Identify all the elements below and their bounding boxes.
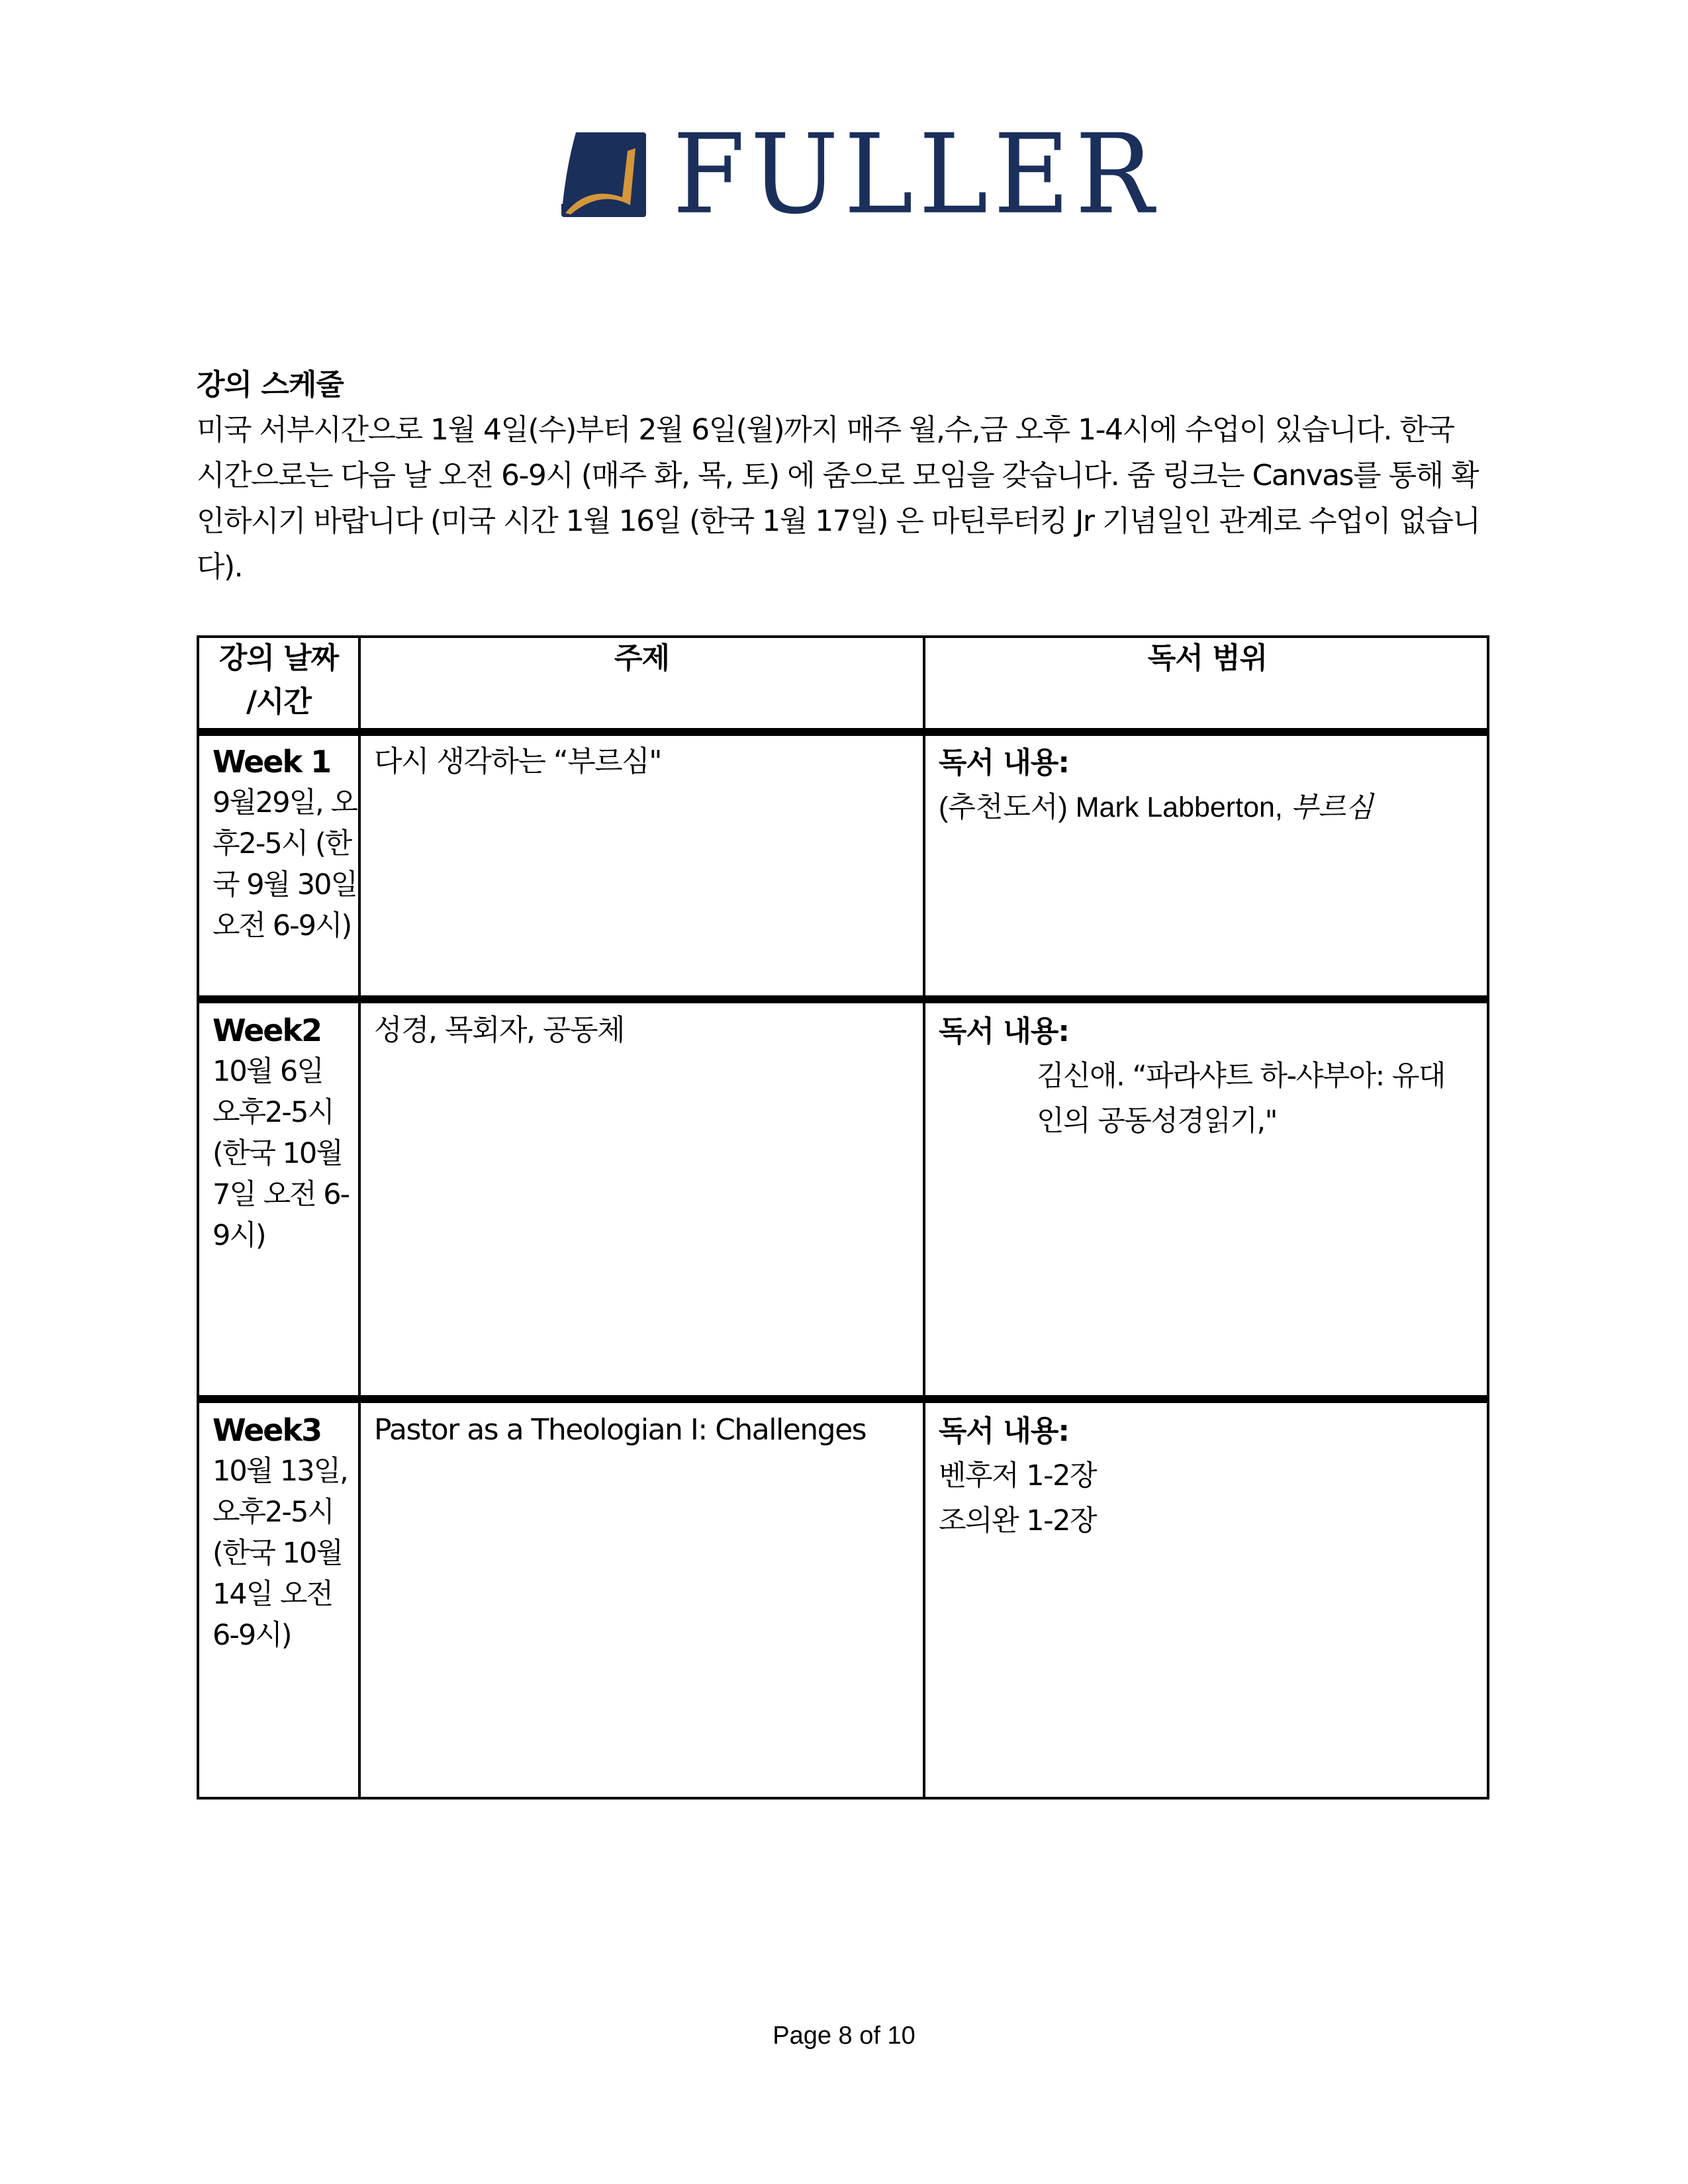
- header-date-line: 강의 날짜: [218, 641, 339, 675]
- date-line: 7일 오전 6-: [212, 1178, 350, 1211]
- date-line: 10월 13일,: [212, 1455, 348, 1488]
- row-topic: Pastor as a Theologian I: Challenges: [374, 1413, 867, 1447]
- logo-wordmark: FULLER: [673, 111, 1159, 239]
- date-line: (한국 10월: [212, 1537, 342, 1570]
- reading-text: (추천도서) Mark Labberton,: [939, 792, 1291, 823]
- header-date: [197, 635, 361, 724]
- date-line: 6-9시): [212, 1619, 291, 1652]
- reading-line: 조의완 1-2장: [939, 1504, 1097, 1537]
- reading-label: 독서 내용:: [939, 1015, 1069, 1048]
- reading-line: 벤후저 1-2장: [939, 1459, 1097, 1492]
- reading-label: 독서 내용:: [939, 746, 1069, 780]
- row-reading-cell: [939, 1410, 1481, 1543]
- row-date-cell: [212, 1410, 361, 1656]
- row-date-cell: [212, 741, 361, 946]
- intro-line: 다).: [197, 550, 243, 584]
- fuller-logo: [561, 111, 1159, 239]
- week-label: Week 1: [212, 744, 331, 780]
- week-label: Week2: [212, 1013, 322, 1048]
- row-divider: [197, 728, 1489, 736]
- intro-line: 미국 서부시간으로 1월 4일(수)부터 2월 6일(월)까지 매주 월,수,금 오후 1-4시에 수업이 있습니다. 한국: [197, 413, 1454, 447]
- date-line: 오전 6-9시): [212, 909, 352, 942]
- reading-line: [939, 785, 1481, 830]
- week-label: Week3: [212, 1412, 322, 1448]
- date-line: 10월 6일: [212, 1055, 323, 1088]
- reading-label: 독서 내용:: [939, 1414, 1069, 1448]
- date-line: (한국 10월: [212, 1137, 342, 1170]
- row-topic: 다시 생각하는 “부르심": [374, 745, 662, 778]
- reading-line: 김신애. “파라샤트 하-샤부아: 유대: [1037, 1060, 1445, 1093]
- row-reading-cell: [939, 741, 1481, 830]
- header-reading: 독서 범위: [1147, 641, 1268, 675]
- date-line: 오후2-5시: [212, 1496, 334, 1529]
- page-number: Page 8 of 10: [773, 2022, 915, 2050]
- row-divider: [197, 1395, 1489, 1403]
- header-date-line: /시간: [246, 685, 312, 719]
- reading-title: 부르심: [1290, 792, 1374, 823]
- schedule-table: [197, 635, 1489, 1799]
- row-divider: [197, 995, 1489, 1003]
- date-line: 국 9월 30일: [212, 868, 357, 901]
- row-date-cell: [212, 1010, 361, 1256]
- row-topic: 성경, 목회자, 공동체: [374, 1013, 624, 1047]
- column-divider: [923, 635, 925, 1799]
- intro-paragraph: [197, 407, 1487, 590]
- section-heading: 강의 스케줄: [197, 368, 344, 402]
- intro-line: 인하시기 바랍니다 (미국 시간 1월 16일 (한국 1월 17일) 은 마틴루터킹 Jr 기념일인 관계로 수업이 없습니: [197, 504, 1480, 538]
- date-line: 9시): [212, 1219, 265, 1252]
- date-line: 오후2-5시: [212, 1096, 334, 1129]
- date-line: 9월29일, 오: [212, 786, 357, 819]
- date-line: 14일 오전: [212, 1578, 332, 1611]
- row-reading-cell: [939, 1010, 1481, 1144]
- intro-line: 시간으로는 다음 날 오전 6-9시 (매주 화, 목, 토) 에 줌으로 모임을 갖습니다. 줌 링크는 Canvas를 통해 확: [197, 459, 1479, 492]
- header-topic: 주제: [614, 641, 669, 675]
- reading-line: 인의 공동성경읽기,": [1037, 1105, 1277, 1138]
- date-line: 후2-5시 (한: [212, 827, 352, 860]
- book-logo-icon: [561, 132, 646, 217]
